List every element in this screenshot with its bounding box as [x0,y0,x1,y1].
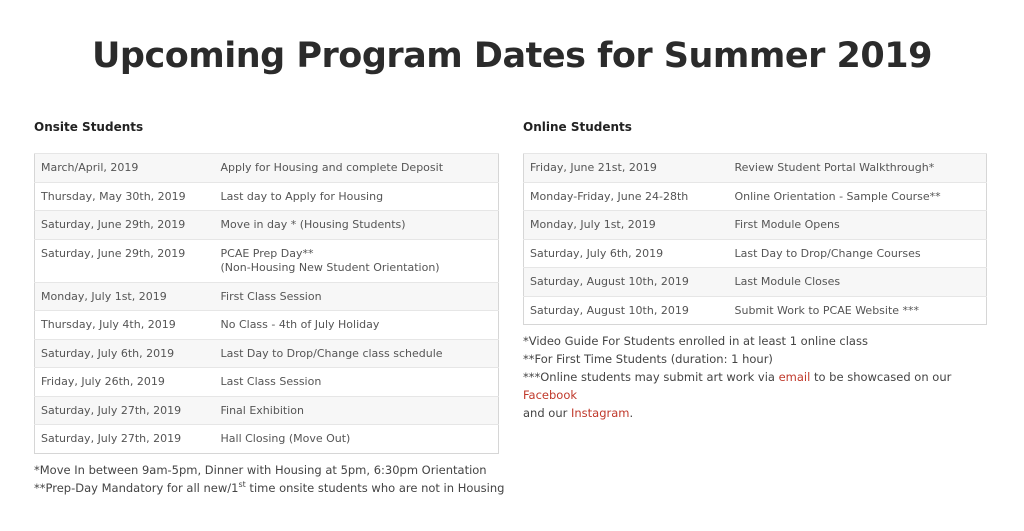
row-event: Move in day * (Housing Students) [220,218,406,231]
table-row [35,425,499,454]
page-title: Upcoming Program Dates for Summer 2019 [92,36,932,76]
row-event: First Module Opens [734,218,840,231]
online-heading: Online Students [523,120,632,134]
footnote-video-guide: *Video Guide For Students enrolled in at least 1 online class [523,334,868,348]
table-row [524,239,987,268]
footnote-text: and our [523,406,571,420]
row-event: Last Day to Drop/Change Courses [734,246,921,260]
row-date: Saturday, July 6th, 2019 [530,246,664,260]
footnote-text: to be showcased on our [810,370,952,384]
online-footnotes [523,332,993,422]
table-row [35,396,499,425]
row-date: Saturday, July 27th, 2019 [41,403,182,417]
row-date: Saturday, June 29th, 2019 [41,218,186,231]
row-date: Saturday, July 6th, 2019 [41,346,175,360]
row-event: Online Orientation - Sample Course** [734,189,941,203]
footnote-submit-work-cont [523,404,993,422]
row-date: Saturday, August 10th, 2019 [530,303,689,317]
row-date: Thursday, May 30th, 2019 [41,189,186,203]
footnote-prep-day [34,479,504,497]
row-date: Monday, July 1st, 2019 [41,289,167,303]
row-event: Last Module Closes [734,275,841,288]
onsite-footnotes [34,461,504,497]
footnote-text: **Prep-Day Mandatory for all new/1 [34,481,239,495]
row-event [215,239,499,282]
row-event: Review Student Portal Walkthrough* [734,161,935,174]
table-row [35,368,499,397]
footnote-first-time: **For First Time Students (duration: 1 hour) [523,352,773,366]
table-row [524,211,987,240]
row-date: Friday, June 21st, 2019 [530,161,657,174]
row-date: March/April, 2019 [41,161,139,174]
table-row [35,282,499,311]
row-date: Saturday, July 27th, 2019 [41,432,182,445]
row-date: Friday, July 26th, 2019 [41,375,165,388]
row-date: Saturday, June 29th, 2019 [41,246,186,260]
row-event-line: PCAE Prep Day** [220,246,314,260]
row-event: Last day to Apply for Housing [220,189,384,203]
footnote-text: ***Online students may submit art work via [523,370,779,384]
footnote-text: . [629,406,634,420]
footnote-move-in: *Move In between 9am-5pm, Dinner with Housing at 5pm, 6:30pm Orientation [34,463,487,477]
table-row [524,296,987,325]
row-event: No Class - 4th of July Holiday [220,318,380,331]
onsite-schedule-table [34,153,499,454]
footnote-submit-work [523,368,993,404]
row-date: Thursday, July 4th, 2019 [41,318,176,331]
row-event-line: (Non-Housing New Student Orientation) [220,261,440,274]
row-event: Apply for Housing and complete Deposit [220,161,444,174]
row-event: Hall Closing (Move Out) [220,432,351,445]
table-row [35,154,499,183]
row-date: Monday-Friday, June 24-28th [530,189,689,203]
online-schedule-table [523,153,987,325]
row-date: Saturday, August 10th, 2019 [530,275,689,288]
row-date: Monday, July 1st, 2019 [530,218,656,231]
instagram-link[interactable]: Instagram [571,406,630,420]
facebook-link[interactable]: Facebook [523,388,578,402]
row-event: Submit Work to PCAE Website *** [734,303,920,317]
email-link[interactable]: email [778,370,811,384]
onsite-heading: Onsite Students [34,120,144,134]
table-row [35,311,499,340]
table-row [35,211,499,240]
row-event: First Class Session [220,289,322,303]
footnote-superscript: st [238,480,246,490]
table-row [524,182,987,211]
table-row [35,182,499,211]
row-event: Last Class Session [220,375,322,388]
table-row [524,154,987,183]
table-row [35,339,499,368]
row-event: Final Exhibition [220,403,304,417]
row-event: Last Day to Drop/Change class schedule [220,346,443,360]
footnote-text: time onsite students who are not in Housing [245,481,505,495]
table-row [35,239,499,282]
table-row [524,268,987,297]
